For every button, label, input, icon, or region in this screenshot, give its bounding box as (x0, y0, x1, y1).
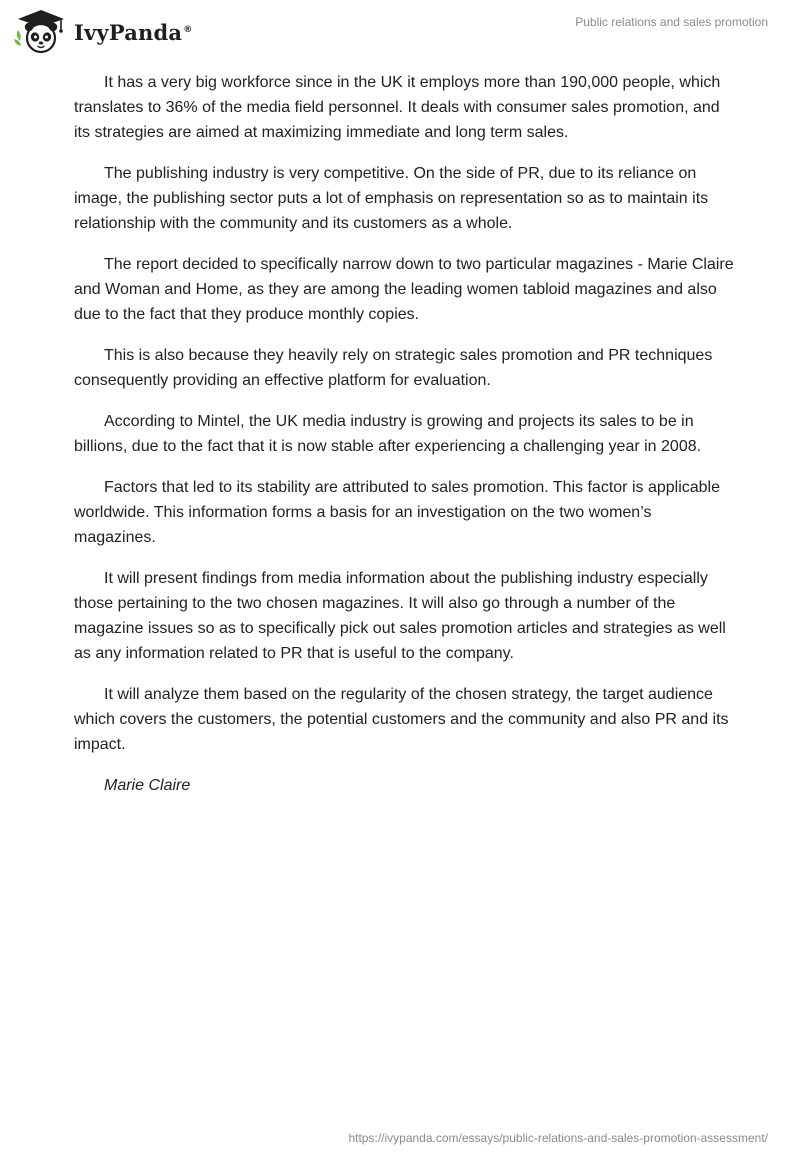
paragraph: According to Mintel, the UK media industry is growing and projects its sales to be in billions, due to the fact that it is now stable after experiencing a challenging year in 2008. (74, 413, 702, 455)
paragraph: Factors that led to its stability are attributed to sales promotion. This factor is applicable worldwide. This information forms a basis for an investigation on the two women’s magazines. (74, 479, 720, 546)
ivypanda-logo[interactable] (14, 8, 192, 54)
logo-wordmark: IvyPanda® (74, 19, 193, 45)
paragraph: This is also because they heavily rely on strategic sales promotion and PR techniques consequently providing an effective platform for evaluation. (74, 347, 713, 389)
paragraph: It has a very big workforce since in the UK it employs more than 190,000 people, which translates to 36% of the media field personnel. It deals with consumer sales promotion, and its strategies are aimed at maximizing immediate and long term sales. (74, 74, 721, 141)
section-subheading: Marie Claire (104, 777, 191, 794)
paragraph: It will analyze them based on the regularity of the chosen strategy, the target audience which covers the customers, the potential customers and the community and also PR and its impact. (74, 686, 729, 753)
paragraph: The report decided to specifically narrow down to two particular magazines - Marie Claire and Woman and Home, as they are among the leading women tabloid magazines and also due to the fact that they produce monthly copies. (74, 256, 734, 323)
paragraph: The publishing industry is very competitive. On the side of PR, due to its reliance on image, the publishing sector puts a lot of emphasis on representation so as to maintain its relationship with the community and its customers as a whole. (74, 165, 709, 232)
page-header (0, 0, 800, 60)
paragraph: It will present findings from media information about the publishing industry especially those pertaining to the two chosen magazines. It will also go through a number of the magazine issues so as to specifically pick out sales promotion articles and strategies as well as any information related to PR that is useful to the company. (74, 570, 726, 662)
essay-body (74, 70, 734, 814)
registered-mark: ® (183, 24, 193, 35)
panda-graduate-icon (14, 8, 68, 54)
source-url[interactable]: https://ivypanda.com/essays/public-relations-and-sales-promotion-assessment/ (348, 1131, 768, 1145)
running-title: Public relations and sales promotion (575, 15, 768, 29)
